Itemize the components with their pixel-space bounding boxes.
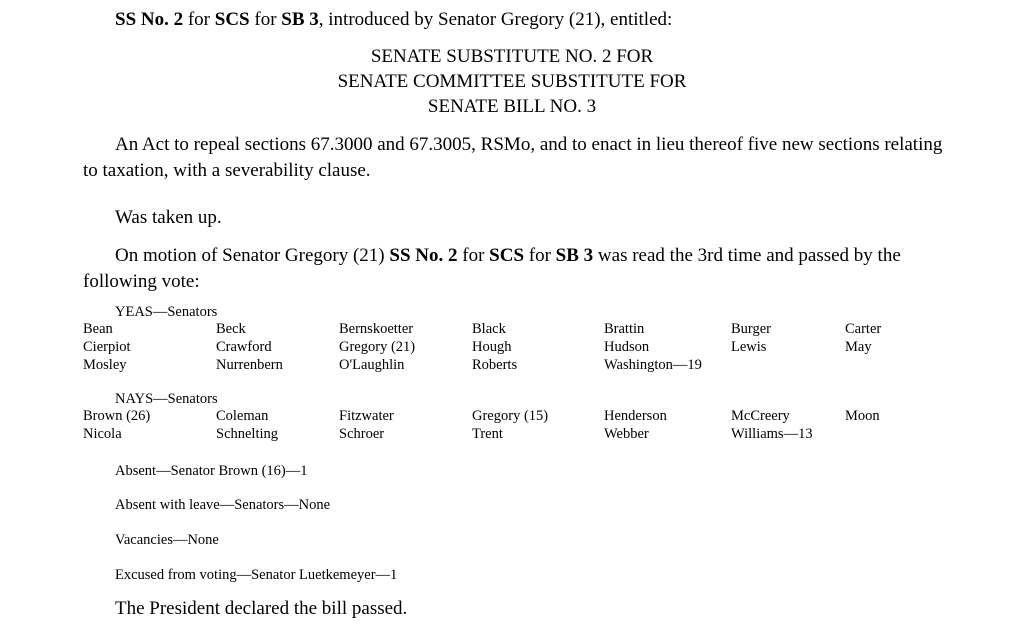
nays-senator-name: Schroer: [339, 426, 385, 442]
nays-senator-name: Nicola: [83, 426, 122, 442]
yeas-senator-name: Carter: [845, 321, 882, 337]
motion-paragraph: [83, 243, 943, 295]
intro-rest: , introduced by Senator Gregory (21), entitled:: [318, 9, 673, 30]
yeas-senator-name: Brattin: [604, 321, 645, 337]
nays-senator-name: Coleman: [216, 408, 269, 424]
yeas-senator-name: Bernskoetter: [339, 321, 414, 337]
measure-scs: SCS: [214, 9, 250, 30]
yeas-senator-name: Cierpiot: [83, 339, 131, 355]
yeas-senator-name: Gregory (21): [339, 339, 416, 355]
nays-senator-name: Trent: [472, 426, 503, 442]
yeas-senator-name: O'Laughlin: [339, 357, 405, 373]
nays-senator-name: Brown (26): [83, 408, 151, 424]
yeas-senator-name: Lewis: [731, 339, 767, 355]
nays-senator-name: Gregory (15): [472, 408, 549, 424]
bill-title-line-3: SENATE BILL NO. 3: [427, 96, 597, 117]
conclusion: The President declared the bill passed.: [115, 598, 408, 619]
yeas-senator-name: Nurrenbern: [216, 357, 283, 373]
yeas-senator-name: Hudson: [604, 339, 650, 355]
nays-senator-name: McCreery: [731, 408, 790, 424]
intro-for-1: for: [187, 9, 211, 30]
motion-measure-sb: SB 3: [555, 245, 594, 266]
intro-line: [115, 9, 672, 31]
act-description: An Act to repeal sections 67.3000 and 67.3005, RSMo, and to enact in lieu thereof five new sections relating to taxation, with a severability clause.: [83, 134, 943, 181]
measure-ss: SS No. 2: [115, 9, 184, 30]
motion-part-4: was read the 3rd time and passed by the following vote:: [83, 245, 901, 292]
measure-sb: SB 3: [281, 9, 319, 30]
nays-senator-name: Schnelting: [216, 426, 279, 442]
yeas-senator-name: Mosley: [83, 357, 127, 373]
absent-line: Absent—Senator Brown (16)—1: [115, 463, 308, 479]
yeas-heading: YEAS—Senators: [115, 304, 218, 320]
intro-for-2: for: [254, 9, 277, 30]
yeas-senator-name: Burger: [731, 321, 772, 337]
yeas-senator-name: Beck: [216, 321, 246, 337]
bill-title-line-1: SENATE SUBSTITUTE NO. 2 FOR: [370, 46, 654, 67]
yeas-senator-name: Roberts: [472, 357, 518, 373]
excused-line: Excused from voting—Senator Luetkemeyer—1: [115, 567, 398, 583]
bill-title-line-2: SENATE COMMITTEE SUBSTITUTE FOR: [337, 71, 687, 92]
yeas-senator-name: Black: [472, 321, 506, 337]
nays-heading: NAYS—Senators: [115, 391, 218, 407]
yeas-senator-name: Crawford: [216, 339, 272, 355]
motion-for-2: for: [528, 245, 551, 266]
motion-measure-scs: SCS: [489, 245, 525, 266]
motion-part-1: On motion of Senator Gregory (21): [115, 245, 385, 266]
nays-senator-name: Webber: [604, 426, 649, 442]
yeas-senator-name: May: [845, 339, 872, 355]
nays-senator-name: Fitzwater: [339, 408, 394, 424]
yeas-senator-name: Washington—19: [604, 357, 702, 373]
motion-for-1: for: [462, 245, 485, 266]
nays-senator-name: Williams—13: [731, 426, 813, 442]
taken-up: Was taken up.: [115, 207, 222, 228]
nays-senator-name: Moon: [845, 408, 880, 424]
yeas-senator-name: Hough: [472, 339, 512, 355]
yeas-senator-name: Bean: [83, 321, 113, 337]
absent-with-leave-line: Absent with leave—Senators—None: [115, 497, 331, 513]
vacancies-line: Vacancies—None: [115, 532, 219, 548]
motion-measure-ss: SS No. 2: [389, 245, 458, 266]
nays-senator-name: Henderson: [604, 408, 667, 424]
